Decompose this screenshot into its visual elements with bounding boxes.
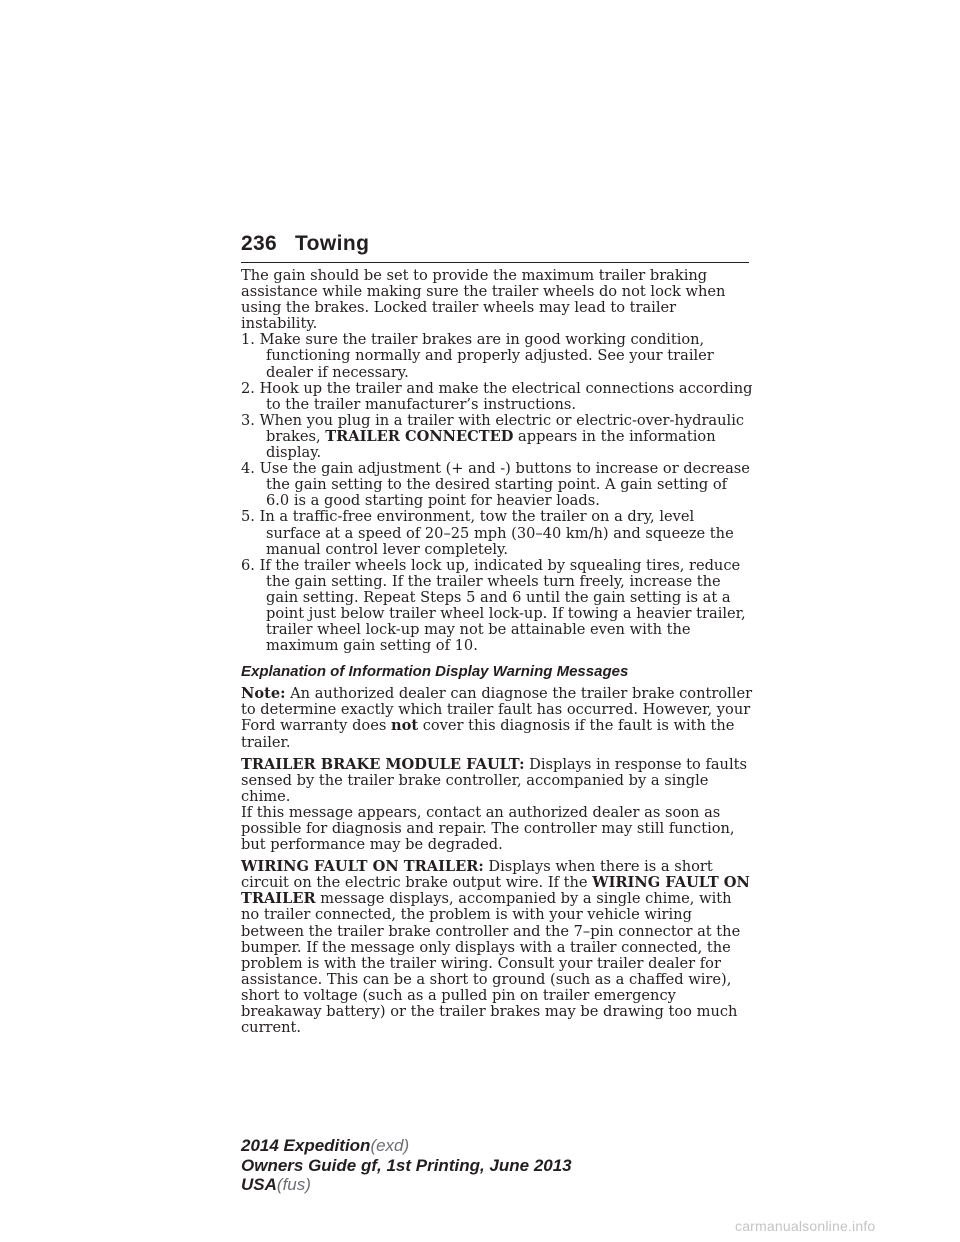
step-item: 5. In a traffic-free environment, tow the trailer on a dry, level surface at a speed of 20–25 mph (30–40 km/h) and squeeze the manual control lever completely. <box>241 508 734 558</box>
note-text: cover this diagnosis if the fault is with the trailer. <box>241 717 735 751</box>
wiring-fault-paragraph <box>241 859 753 1036</box>
note-text: An authorized dealer can diagnose the trailer brake controller to determine exactly which trailer fault has occurred. However, your Ford warranty does <box>241 685 753 735</box>
note-label: Note: <box>241 685 286 703</box>
page-content <box>241 268 753 1036</box>
page-footer <box>241 1136 572 1195</box>
step-item: 1. Make sure the trailer brakes are in good working condition, functioning normally and properly adjusted. See your trailer dealer if necessary. <box>241 331 714 381</box>
step-item <box>241 413 753 461</box>
module-fault-paragraph <box>241 757 753 854</box>
step-item: 4. Use the gain adjustment (+ and -) buttons to increase or decrease the gain setting to the desired starting point. A gain setting of 6.0 is a good starting point for heavier loads. <box>241 460 750 510</box>
wiring-fault-text: Displays when there is a short circuit on the electric brake output wire. If the <box>241 858 713 892</box>
step-text: appears in the information display. <box>266 427 716 462</box>
footer-line-model <box>241 1136 572 1156</box>
page-number: 236 <box>241 232 277 255</box>
step-item: 2. Hook up the trailer and make the electrical connections according to the trailer manufacturer’s instructions. <box>241 379 753 413</box>
step-item: 6. If the trailer wheels lock up, indicated by squealing tires, reduce the gain setting. If the trailer wheels turn freely, increase the gain setting. Repeat Steps 5 and 6 until the gain setting is at a point just below trailer wheel lock-up. If towing a heavier trailer, trailer wheel lock-up may not be attainable even with the maximum gain setting of 10. <box>241 556 746 655</box>
wiring-fault-message: WIRING FAULT ON TRAILER <box>241 874 750 908</box>
section-title: Towing <box>295 232 370 255</box>
wiring-fault-label: WIRING FAULT ON TRAILER: <box>241 858 484 876</box>
footer-market: USA <box>241 1175 277 1194</box>
footer-line-market <box>241 1175 572 1195</box>
module-fault-text: If this message appears, contact an authorized dealer as soon as possible for diagnosis and repair. The controller may still function, but performance may be degraded. <box>241 803 735 854</box>
module-fault-label: TRAILER BRAKE MODULE FAULT: <box>241 755 525 773</box>
footer-model: 2014 Expedition <box>241 1136 371 1155</box>
watermark: carmanualsonline.info <box>735 1218 876 1234</box>
step-text: 3. When you plug in a trailer with electric or electric-over-hydraulic brakes, <box>241 411 745 445</box>
intro-paragraph: The gain should be set to provide the maximum trailer braking assistance while making sure the trailer wheels do not lock when using the brakes. Locked trailer wheels may lead to trailer instability. <box>241 267 726 333</box>
footer-model-code: (exd) <box>370 1136 410 1155</box>
explanation-heading: Explanation of Information Display Warning Messages <box>241 663 629 681</box>
note-emphasis: not <box>390 717 419 735</box>
gain-setting-steps <box>241 332 753 654</box>
footer-market-code: (fus) <box>276 1175 311 1194</box>
page-header <box>241 228 749 263</box>
footer-line-guide: Owners Guide gf, 1st Printing, June 2013 <box>241 1155 572 1175</box>
trailer-connected-message: TRAILER CONNECTED <box>325 427 514 445</box>
wiring-fault-text: message displays, accompanied by a single chime, with no trailer connected, the problem is with your vehicle wiring between the trailer brake controller and the 7–pin connector at the bumper. If the message only displays with a trailer connected, the problem is with the trailer wiring. Consult your trailer dealer for assistance. This can be a short to ground (such as a chaffed wire), short to voltage (such as a pulled pin on trailer emergency breakaway battery) or the trailer brakes may be drawing too much current. <box>241 890 741 1037</box>
note-paragraph <box>241 686 753 750</box>
module-fault-text: Displays in response to faults sensed by the trailer brake controller, accompanied by a single chime. <box>241 755 747 805</box>
